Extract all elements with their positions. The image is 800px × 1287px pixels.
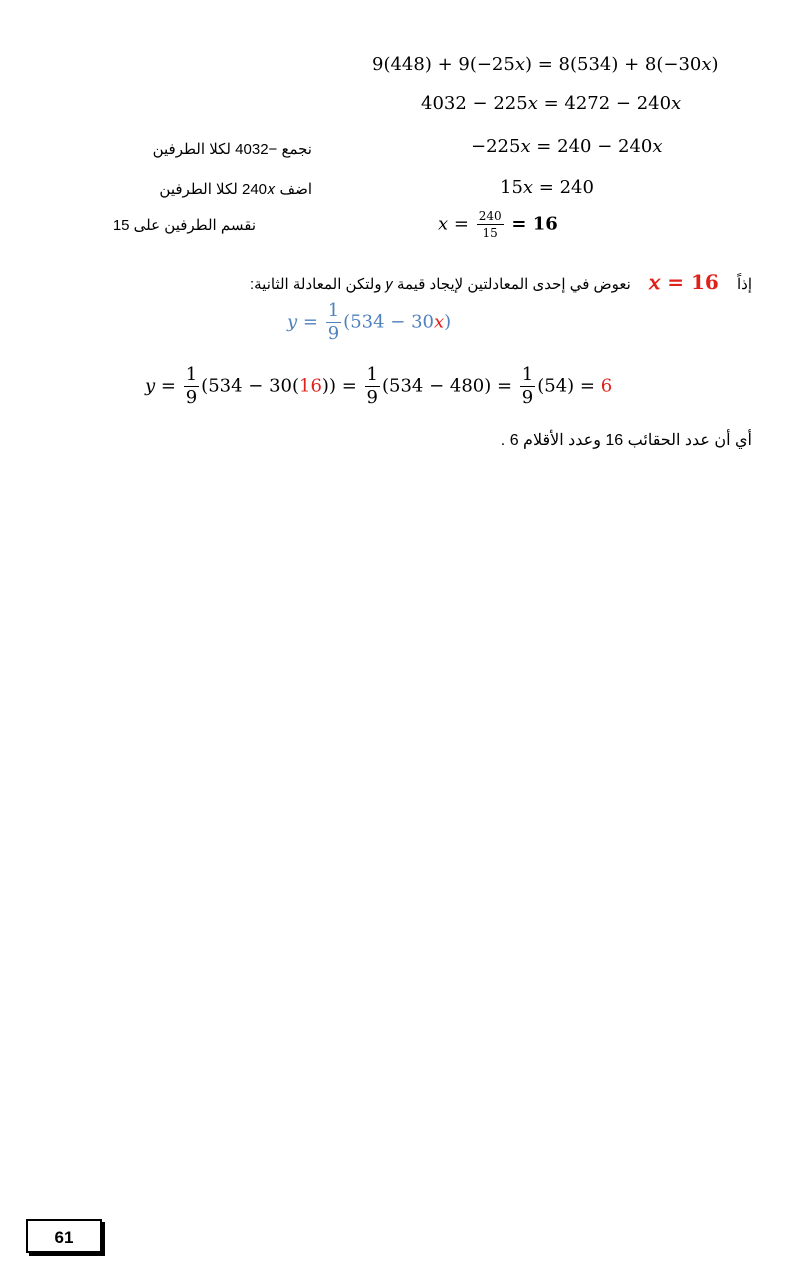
eq5-denominator: 15 — [482, 226, 498, 240]
final-frac2-den: 9 — [366, 387, 378, 408]
eq5-lhs: 𝑥 = — [438, 213, 469, 235]
second-eq-den: 9 — [327, 323, 340, 344]
x-value-highlight: 𝑥 = 16 — [649, 270, 719, 294]
eq5-fraction — [477, 210, 504, 239]
second-eq-x: 𝑥 — [433, 311, 445, 333]
page-number: 61 — [54, 1228, 74, 1247]
second-equation — [287, 302, 451, 343]
final-fraction-1 — [184, 366, 199, 407]
final-part1-close: )) = — [321, 375, 357, 397]
math-line-5 — [438, 210, 558, 239]
second-eq-num: 1 — [327, 300, 340, 321]
conclusion: أي أن عدد الحقائب 16 وعدد الأقلام 6 . — [500, 432, 752, 449]
final-frac3-den: 9 — [521, 387, 534, 408]
final-part2: (534 − 480) = — [381, 375, 513, 397]
final-frac2-num: 1 — [366, 364, 378, 385]
page-number-box — [26, 1219, 102, 1253]
math-line-3: −225𝑥 = 240 − 240𝑥 — [471, 136, 663, 157]
final-frac1-num: 1 — [185, 364, 198, 385]
second-eq-lhs: 𝑦 = — [287, 311, 318, 333]
final-computation — [145, 366, 612, 407]
final-fraction-2 — [365, 366, 380, 407]
eq5-numerator: 240 — [478, 209, 502, 223]
substitution-prefix: إذاً — [736, 276, 752, 293]
step-note-5: نقسم الطرفين على 15 — [112, 217, 256, 234]
second-eq-fraction — [326, 302, 341, 343]
eq5-rhs: = 16 — [511, 213, 558, 235]
final-part3: (54) = — [537, 375, 596, 397]
substitution-line — [250, 270, 752, 294]
second-eq-paren-open: (534 − 30 — [343, 311, 434, 333]
math-line-4: 15𝑥 = 240 — [500, 177, 594, 198]
math-line-2: 4032 − 225𝑥 = 4272 − 240𝑥 — [421, 93, 682, 114]
math-line-1: 9(448) + 9(−25𝑥) = 8(534) + 8(−30𝑥) — [372, 54, 719, 75]
final-lhs: 𝑦 = — [145, 375, 176, 397]
step-note-3: نجمع −4032 لكلا الطرفين — [152, 141, 312, 158]
final-result: 6 — [600, 375, 613, 397]
final-part1-open: (534 − 30( — [201, 375, 300, 397]
substitution-text: نعوض في إحدى المعادلتين لإيجاد قيمة 𝑦 ولتكن المعادلة الثانية: — [249, 276, 631, 293]
step-note-4: اضف 240𝑥 لكلا الطرفين — [159, 181, 312, 198]
final-val-16: 16 — [299, 375, 322, 397]
final-fraction-3 — [520, 366, 535, 407]
final-frac1-den: 9 — [185, 387, 198, 408]
final-frac3-num: 1 — [521, 364, 534, 385]
second-eq-paren-close: ) — [444, 311, 452, 333]
